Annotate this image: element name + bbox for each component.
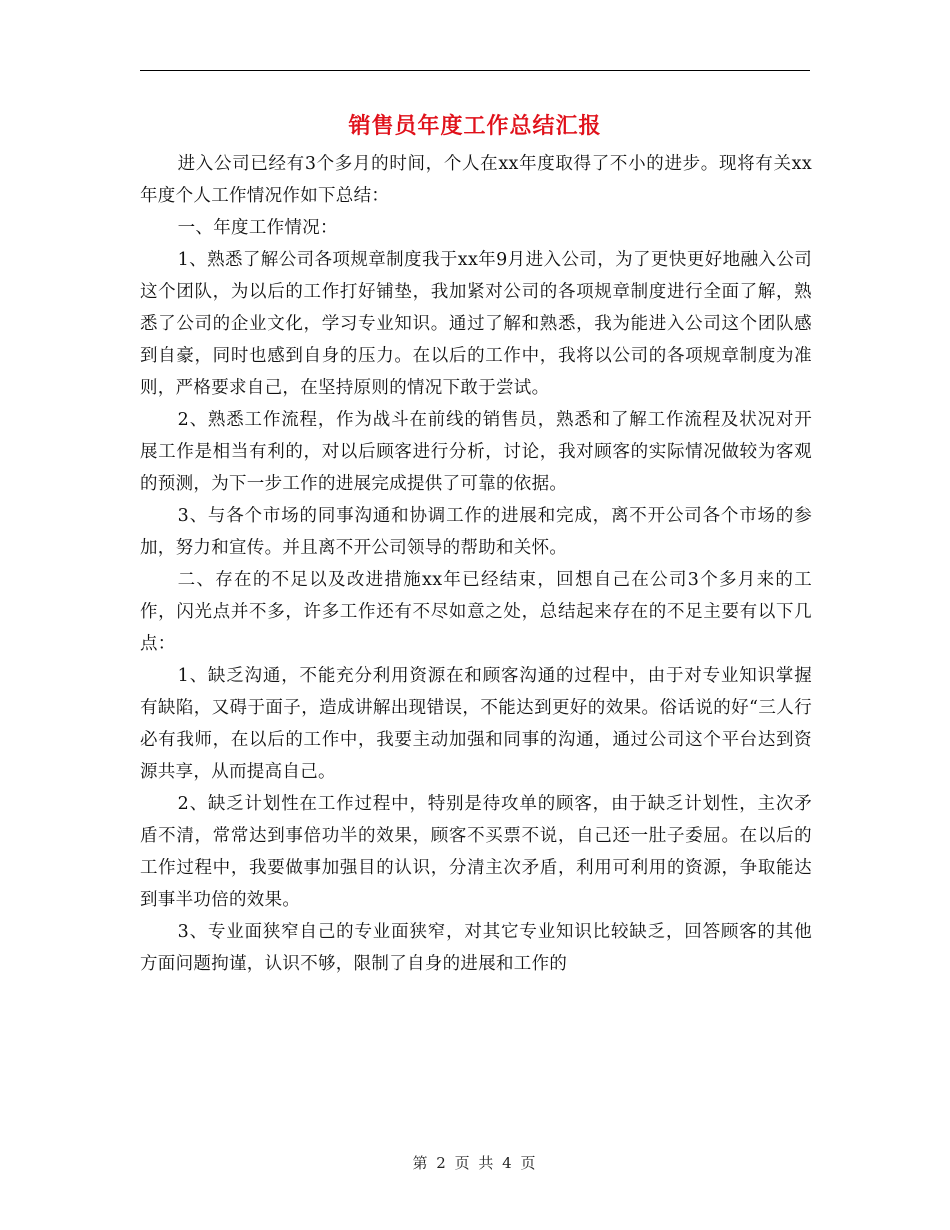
paragraph-communication: 1、缺乏沟通，不能充分利用资源在和顾客沟通的过程中，由于对专业知识掌握有缺陷，又碍于面子，造成讲解出现错误，不能达到更好的效果。俗话说的好“三人行必有我师，在以后的工作中，我要主动加强和同事的沟通，通过公司这个平台达到资源共享，从而提高自己。: [140, 666, 812, 782]
header-rule: [140, 70, 810, 71]
paragraph-expertise: 3、专业面狭窄自己的专业面狭窄，对其它专业知识比较缺乏，回答顾客的其他方面问题拘谨，认识不够，限制了自身的进展和工作的: [140, 922, 812, 974]
paragraph-planning: 2、缺乏计划性在工作过程中，特别是待攻单的顾客，由于缺乏计划性，主次矛盾不清，常常达到事倍功半的效果，顾客不买票不说，自己还一肚子委屈。在以后的工作过程中，我要做事加强目的认识，分清主次矛盾，利用可利用的资源，争取能达到事半功倍的效果。: [140, 794, 812, 910]
section-heading-shortcomings: 二、存在的不足以及改进措施xx年已经结束，回想自己在公司3个多月来的工作，闪光点并不多，许多工作还有不尽如意之处，总结起来存在的不足主要有以下几点：: [140, 570, 812, 654]
page-number: 第 2 页 共 4 页: [412, 1154, 538, 1172]
paragraph-workflow: 2、熟悉工作流程，作为战斗在前线的销售员，熟悉和了解工作流程及状况对开展工作是相当有利的，对以后顾客进行分析，讨论，我对顾客的实际情况做较为客观的预测，为下一步工作的进展完成提供了可靠的依据。: [140, 410, 812, 494]
document-title: 销售员年度工作总结汇报: [348, 113, 602, 139]
section-heading-annual-work: 一、年度工作情况：: [177, 218, 338, 238]
document-body: [140, 148, 812, 980]
paragraph-intro: 进入公司已经有3个多月的时间，个人在xx年度取得了不小的进步。现将有关xx年度个人工作情况作如下总结：: [140, 154, 812, 206]
paragraph-rules: 1、熟悉了解公司各项规章制度我于xx年9月进入公司，为了更快更好地融入公司这个团队，为以后的工作打好铺垫，我加紧对公司的各项规章制度进行全面了解，熟悉了公司的企业文化，学习专业知识。通过了解和熟悉，我为能进入公司这个团队感到自豪，同时也感到自身的压力。在以后的工作中，我将以公司的各项规章制度为准则，严格要求自己，在坚持原则的情况下敢于尝试。: [140, 250, 812, 398]
paragraph-coordination: 3、与各个市场的同事沟通和协调工作的进展和完成，离不开公司各个市场的参加，努力和宣传。并且离不开公司领导的帮助和关怀。: [140, 506, 812, 558]
